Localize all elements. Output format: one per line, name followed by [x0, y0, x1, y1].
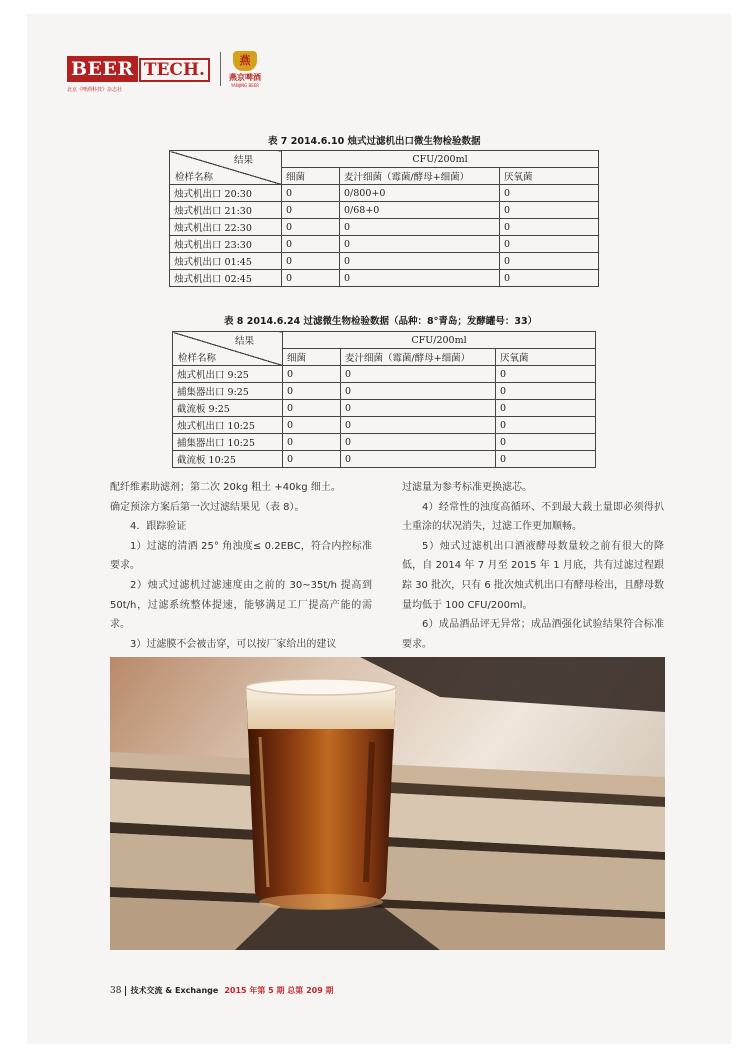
section-heading: 4．跟踪验证: [130, 521, 187, 533]
table-cell: 0: [341, 366, 496, 383]
table7: [169, 150, 599, 287]
table-cell: 0: [282, 253, 340, 270]
paragraph: 2）烛式过滤机过滤速度由之前的 30~35t/h 提高到 50t/h，过滤系统整体提速，能够满足工厂提高产能的需求。: [110, 579, 372, 631]
table-cell: 捕集器出口 9:25: [173, 383, 283, 400]
table-header-cell: 厌氧菌: [496, 349, 596, 366]
footer-section: 技术交流 & Exchange: [130, 986, 219, 995]
header: [67, 49, 261, 93]
table-row: [170, 202, 599, 219]
table-cell: 0/68+0: [340, 202, 500, 219]
paragraph: 1）过滤的清酒 25° 角浊度≤ 0.2EBC，符合内控标准要求。: [110, 540, 372, 572]
table-cell: 烛式机出口 9:25: [173, 366, 283, 383]
table-row: [173, 400, 596, 417]
paragraph: 确定预涂方案后第一次过滤结果见（表 8）。: [110, 501, 305, 513]
table-row: [170, 219, 599, 236]
yanjing-logo: [229, 51, 261, 88]
table-cell: 0: [282, 202, 340, 219]
table-cell: 0: [500, 270, 599, 287]
table-cell: 0: [341, 400, 496, 417]
beertech-logo: [67, 56, 210, 93]
table-header-cell: 麦汁细菌（霉菌/酵母+细菌）: [341, 349, 496, 366]
table-cell: 烛式机出口 02:45: [170, 270, 282, 287]
table-header-cell: 细菌: [283, 349, 341, 366]
table-row: [170, 270, 599, 287]
yanjing-badge-icon: 燕: [233, 51, 257, 71]
table-row: [173, 366, 596, 383]
table-cell: 0: [496, 434, 596, 451]
table-cell: 0: [341, 417, 496, 434]
paragraph: 6）成品酒品评无异常；成品酒强化试验结果符合标准要求。: [402, 619, 664, 650]
table-cell: 0: [500, 236, 599, 253]
body-right-column: [402, 478, 664, 654]
yanjing-name-cn: 燕京啤酒: [228, 72, 261, 82]
table7-diag-top: 结果: [233, 155, 253, 166]
table-cell: 0: [283, 400, 341, 417]
logo-divider: [220, 52, 221, 86]
table-cell: 0: [283, 366, 341, 383]
table-cell: 0: [282, 219, 340, 236]
body-left-column: [110, 478, 372, 654]
paragraph: 5）烛式过滤机出口酒液酵母数量较之前有很大的降低，自 2014 年 7 月至 2015 年 1 月底，共有过滤过程跟踪 30 批次，只有 6 批次烛式机出口有酵母检出，且酵母数量均低于 100 CFU/200ml。: [402, 540, 664, 611]
table-cell: 0: [341, 383, 496, 400]
beer-glass-illustration: [110, 657, 665, 950]
table-cell: 烛式机出口 22:30: [170, 219, 282, 236]
table-cell: 0: [340, 270, 500, 287]
table-header-cell: 厌氧菌: [500, 168, 599, 185]
table-row: [170, 253, 599, 270]
table-cell: 0: [500, 253, 599, 270]
table-cell: 0: [496, 366, 596, 383]
footer-issue: 2015 年第 5 期 总第 209 期: [224, 986, 334, 995]
table-cell: 烛式机出口 21:30: [170, 202, 282, 219]
table-cell: 烛式机出口 10:25: [173, 417, 283, 434]
table-cell: 0: [340, 236, 500, 253]
table-header-cell: 麦汁细菌（霉菌/酵母+细菌）: [340, 168, 500, 185]
paragraph: 配纤维素助滤剂；第二次 20kg 粗土 +40kg 细土。: [110, 482, 341, 493]
table-cell: 0/800+0: [340, 185, 500, 202]
table7-unit-header: CFU/200ml: [282, 151, 599, 168]
yanjing-name-en: YANJING BEER: [230, 82, 260, 88]
table-row: [173, 383, 596, 400]
table-cell: 烛式机出口 20:30: [170, 185, 282, 202]
logo-subtitle: 北京《啤酒科技》杂志社: [67, 87, 123, 93]
table-cell: 0: [282, 236, 340, 253]
paragraph: 过滤量为参考标准更换滤芯。: [402, 482, 532, 493]
table-row: [173, 434, 596, 451]
table-cell: 截流板 9:25: [173, 400, 283, 417]
table-row: [173, 417, 596, 434]
table8-caption: 表 8 2014.6.24 过滤微生物检验数据（品种：8°青岛；发酵罐号：33）: [224, 316, 538, 327]
table-row: [170, 185, 599, 202]
table-cell: 0: [496, 451, 596, 468]
table-cell: 0: [340, 253, 500, 270]
table-cell: 截流板 10:25: [173, 451, 283, 468]
table8-diagonal-header: [173, 332, 283, 366]
logo-beer-text: BEER: [67, 56, 138, 82]
table-cell: 0: [496, 417, 596, 434]
table-cell: 0: [282, 270, 340, 287]
logo-tech-text: TECH.: [139, 58, 210, 82]
table-cell: 0: [496, 400, 596, 417]
table-cell: 0: [341, 451, 496, 468]
table-header-cell: 细菌: [282, 168, 340, 185]
table-cell: 0: [283, 451, 341, 468]
beer-glass-photo: [110, 657, 665, 950]
paragraph: 4）经常性的浊度高循环、不到最大载土量即必须得扒土重涂的状况消失，过滤工作更加顺畅。: [402, 501, 664, 533]
table8-diag-bottom: 检样名称: [178, 353, 217, 364]
table7-caption: 表 7 2014.6.10 烛式过滤机出口微生物检验数据: [268, 136, 481, 147]
table-cell: 0: [341, 434, 496, 451]
footer: [110, 985, 334, 996]
table8-unit-header: CFU/200ml: [283, 332, 596, 349]
table8-diag-top: 结果: [234, 336, 254, 347]
table-cell: 捕集器出口 10:25: [173, 434, 283, 451]
table-row: [170, 236, 599, 253]
paragraph: 3）过滤膜不会被击穿，可以按厂家给出的建议: [130, 638, 337, 650]
table-cell: 0: [283, 434, 341, 451]
table-cell: 烛式机出口 01:45: [170, 253, 282, 270]
table-row: [173, 451, 596, 468]
table-cell: 0: [283, 383, 341, 400]
page-number: 38: [110, 986, 126, 996]
table7-diagonal-header: [170, 151, 282, 185]
table-cell: 0: [500, 202, 599, 219]
table-cell: 0: [496, 383, 596, 400]
table7-diag-bottom: 检样名称: [175, 172, 214, 183]
table-cell: 0: [340, 219, 500, 236]
table-cell: 0: [282, 185, 340, 202]
table-cell: 烛式机出口 23:30: [170, 236, 282, 253]
table8: [172, 331, 596, 468]
table-cell: 0: [283, 417, 341, 434]
table-cell: 0: [500, 185, 599, 202]
table-cell: 0: [500, 219, 599, 236]
